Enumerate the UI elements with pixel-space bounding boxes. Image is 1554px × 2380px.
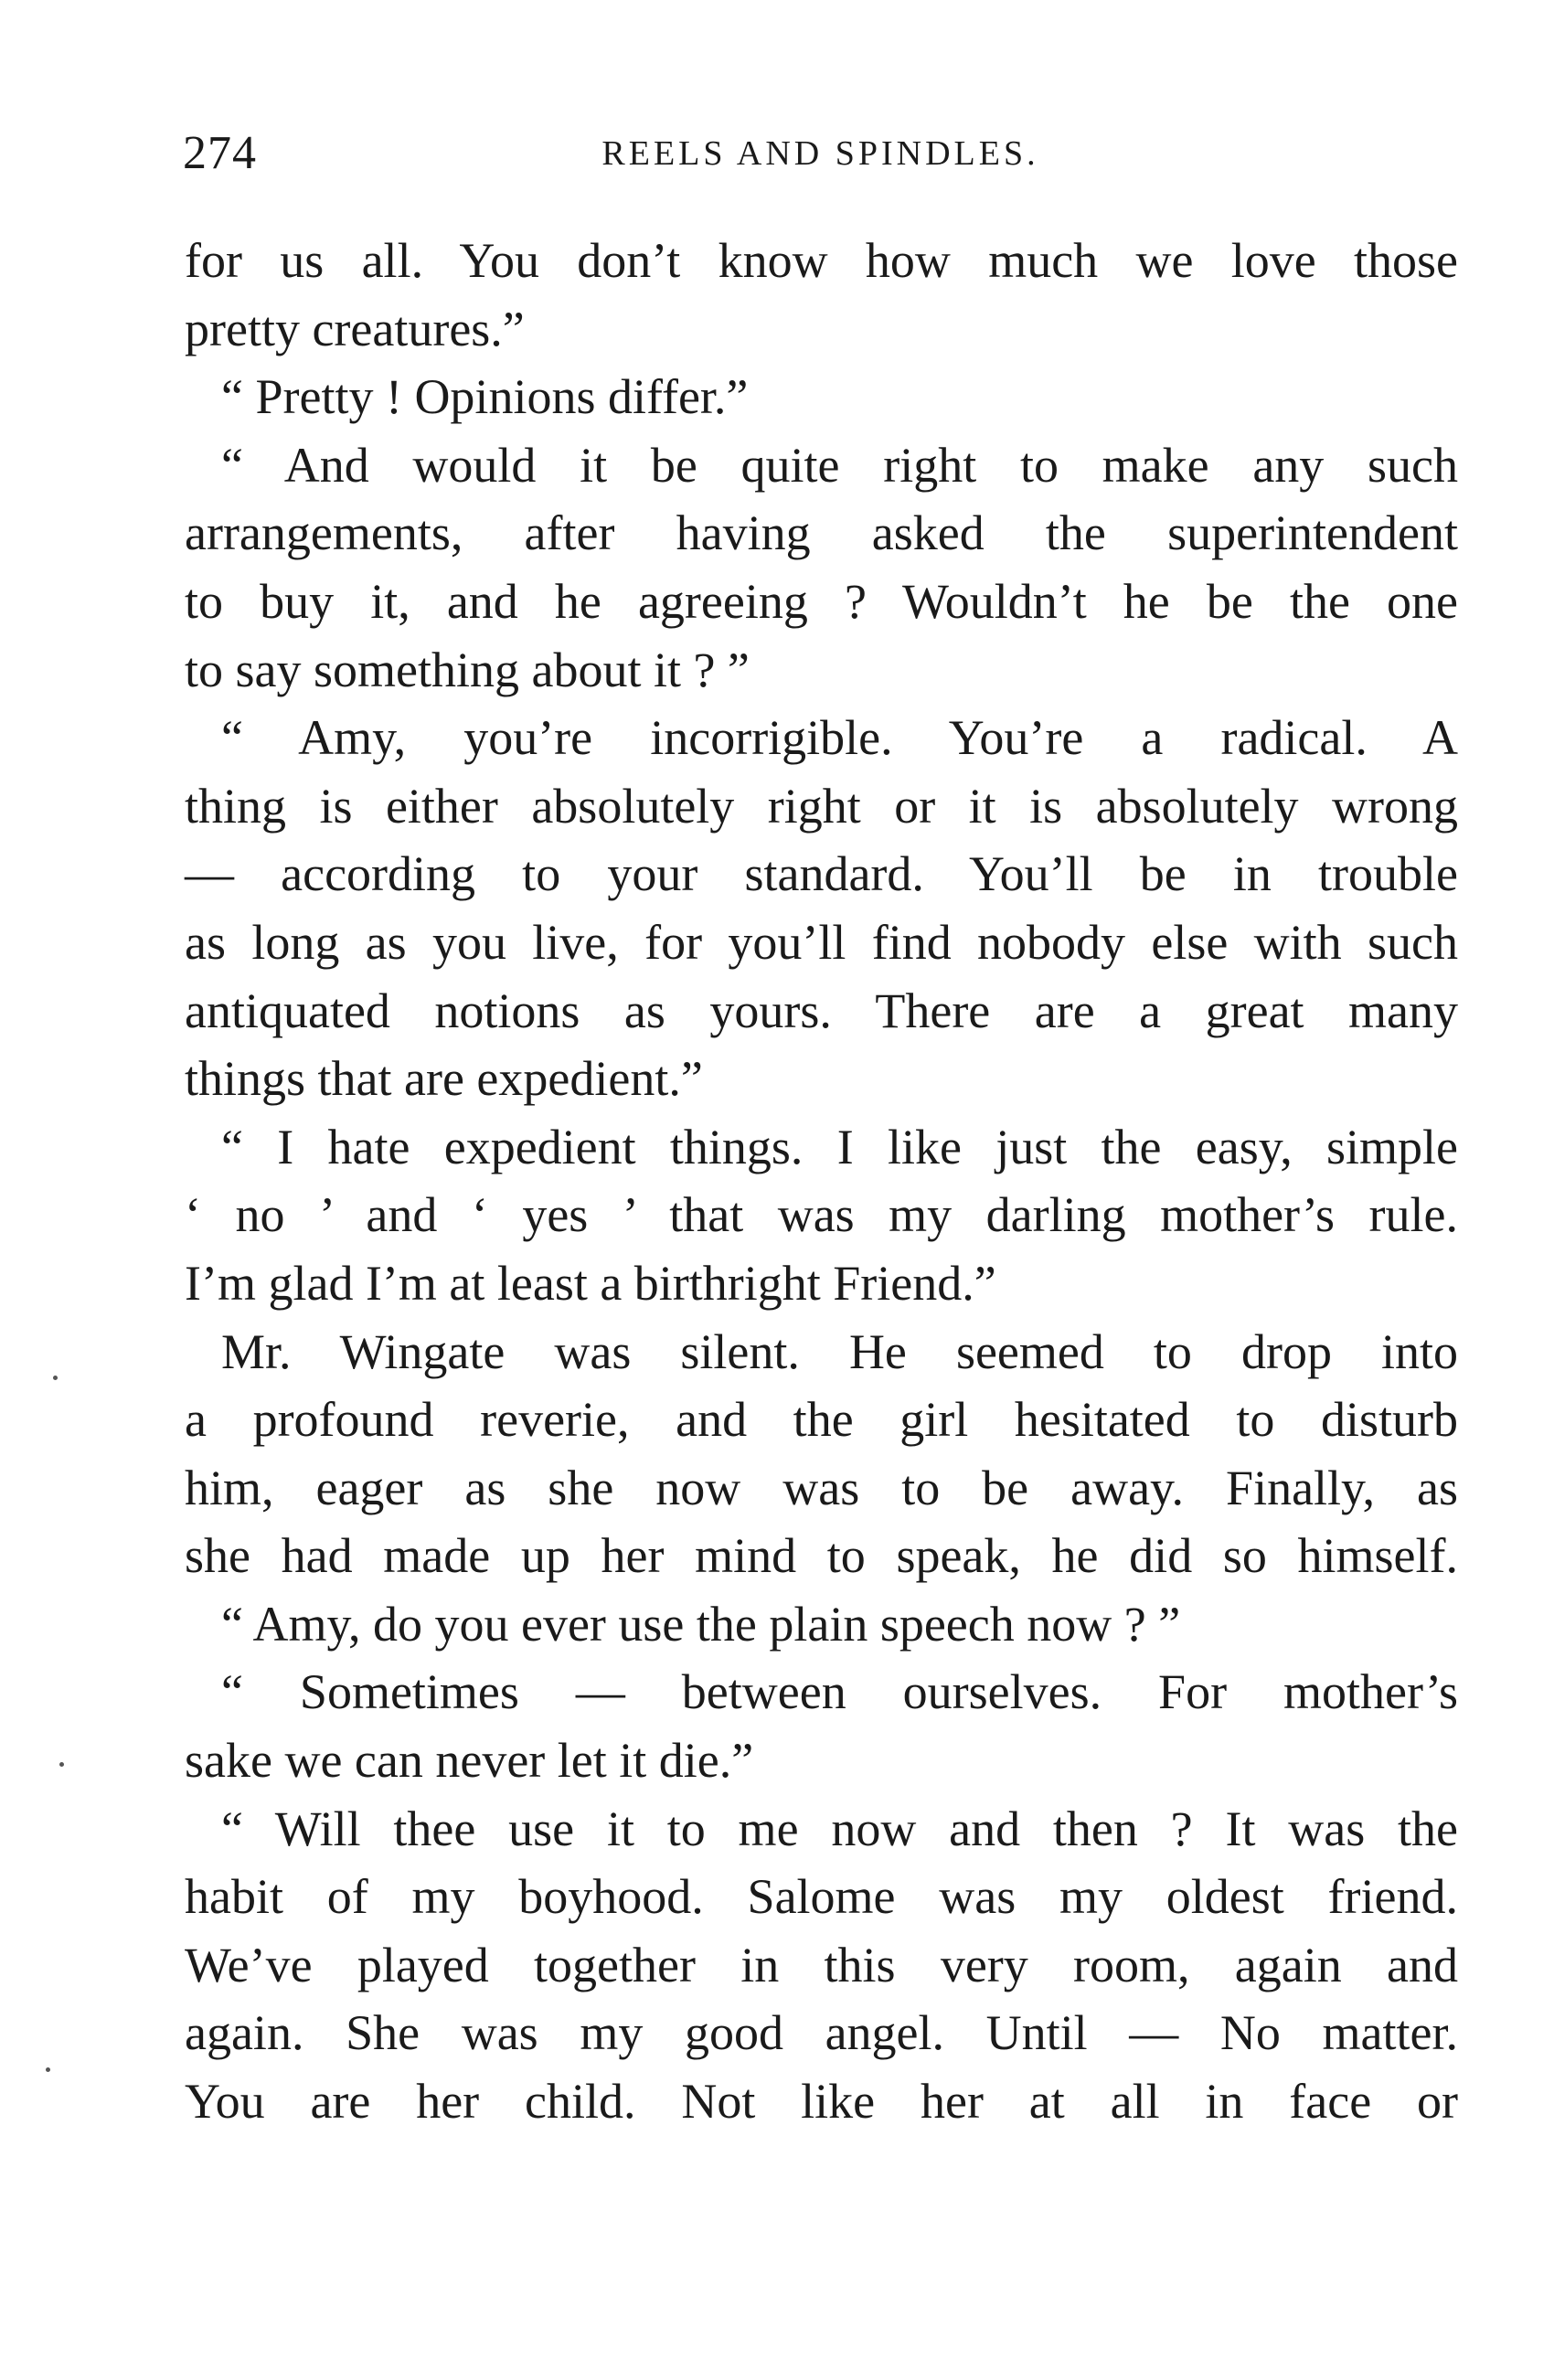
text-line: “ Pretty ! Opinions differ.” — [221, 369, 749, 425]
page-number: 274 — [183, 127, 257, 179]
text-line: arrangements, after having asked the superintendent — [185, 505, 1458, 561]
scan-speck — [53, 1376, 58, 1380]
text-line: pretty creatures.” — [185, 301, 525, 356]
text-line: to say something about it ? ” — [185, 642, 750, 697]
text-line: I’m glad I’m at least a birthright Friend.” — [185, 1255, 996, 1311]
text-line: things that are expedient.” — [185, 1051, 703, 1107]
scan-speck — [46, 2067, 50, 2072]
text-line: “ Amy, you’re incorrigible. You’re a radical. A — [221, 710, 1458, 766]
text-line: to buy it, and he agreeing ? Wouldn’t he be the one — [185, 573, 1458, 629]
page-header — [183, 126, 1458, 181]
body-text — [185, 227, 1458, 2136]
text-line: sake we can never let it die.” — [185, 1733, 754, 1789]
text-line: a profound reverie, and the girl hesitated to disturb — [185, 1392, 1458, 1448]
text-line: Mr. Wingate was silent. He seemed to drop into — [221, 1323, 1458, 1379]
text-line: We’ve played together in this very room, again and — [185, 1937, 1458, 1992]
text-line: You are her child. Not like her at all in face or — [185, 2074, 1458, 2130]
text-line: for us all. You don’t know how much we love those — [185, 233, 1458, 288]
text-line: thing is either absolutely right or it is absolutely wrong — [185, 778, 1458, 834]
text-line: antiquated notions as yours. There are a great many — [185, 983, 1458, 1038]
text-line: him, eager as she now was to be away. Finally, as — [185, 1460, 1458, 1515]
text-line: “ Amy, do you ever use the plain speech now ? ” — [221, 1596, 1181, 1652]
running-title: REELS AND SPINDLES. — [601, 134, 1039, 173]
text-line: “ Will thee use it to me now and then ? It was the — [221, 1801, 1458, 1856]
text-line: — according to your standard. You’ll be in trouble — [185, 846, 1458, 902]
text-line: as long as you live, for you’ll find nobody else with such — [185, 914, 1458, 970]
text-line: habit of my boyhood. Salome was my oldest friend. — [185, 1869, 1458, 1925]
text-line: ‘ no ’ and ‘ yes ’ that was my darling mother’s rule. — [185, 1187, 1458, 1243]
text-line: she had made up her mind to speak, he did so himself. — [185, 1528, 1458, 1584]
text-line: “ I hate expedient things. I like just the easy, simple — [221, 1119, 1458, 1174]
text-line: “ And would it be quite right to make any such — [221, 437, 1458, 493]
text-line: “ Sometimes — between ourselves. For mother’s — [221, 1664, 1458, 1720]
text-line: again. She was my good angel. Until — No matter. — [185, 2005, 1458, 2061]
scan-speck — [59, 1762, 64, 1767]
